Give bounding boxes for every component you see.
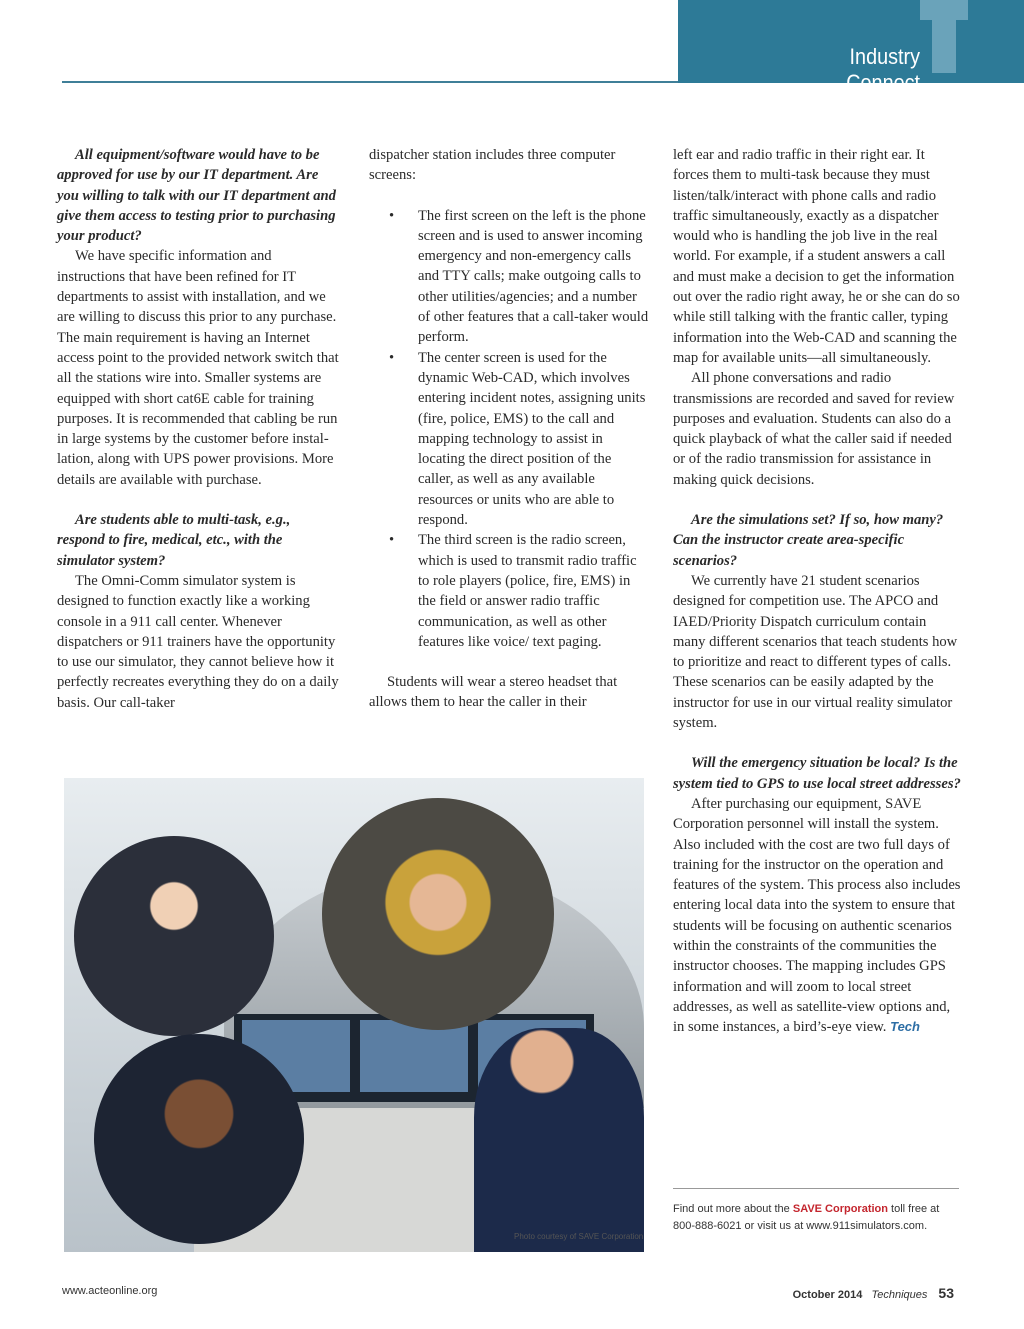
screens-intro: dispatcher station includes three computer screens:: [369, 147, 616, 184]
recordings-paragraph: All phone conversations and radio transmissions are recorded and saved for review purposes and evaluation. Students can also do a quick playback of what the caller said if needed or of the radio transmission for assistance in making quick decisions.: [673, 370, 955, 488]
contact-info-box: [673, 1188, 959, 1234]
answer-scenarios: We currently have 21 student scenarios designed for competition use. The APCO and IAED/Priority Dispatch curriculum contain many different scenarios that teach students how to prioritize and react to different types of calls. These scenarios can be easily adapted by the instructor for use in our virtual reality simulator system.: [673, 572, 958, 732]
question-scenarios: Are the simulations set? If so, how many? Can the instructor create area-specific scenarios?: [673, 512, 944, 569]
headset-paragraph: Students will wear a stereo headset that allows them to hear the caller in their: [369, 674, 618, 711]
footer-issue: [793, 1285, 954, 1301]
photo-credit: Photo courtesy of SAVE Corporation: [514, 1232, 644, 1241]
column-1: [57, 145, 341, 713]
firefighter-portrait: [322, 798, 554, 1030]
answer-gps: [673, 794, 961, 1038]
column-2: [369, 145, 649, 713]
multitask-continued: left ear and radio traffic in their right ear. It forces them to multi-task because they must listen/talk/interact with phone calls and radio traffic simultaneously, exactly as a dispatcher would who is handling the job live in the real world. For example, if a student answers a call and must make a decision to get the information out over the radio right away, he or she can do so while still talking with the frantic caller, typing information into the Web-CAD and scanning the map for available units—all simultaneously.: [673, 147, 960, 366]
question-gps: Will the emergency situation be local? Is the system tied to GPS to use local street addresses?: [673, 755, 961, 792]
question-it-approval: All equipment/software would have to be approved for use by our IT department. Are you willing to talk with our IT department and give them access to testing prior to purchasing your product?: [57, 147, 336, 245]
info-post: toll free at 800-888-6021 or visit us at www.911simulators.com.: [673, 1203, 940, 1232]
info-pre: Find out more about the: [673, 1203, 793, 1215]
header-rule: [62, 81, 678, 83]
list-item: • The center screen is used for the dynamic Web-CAD, which involves entering incident notes, assigning units (fire, police, EMS) to the call and mapping technology to assist in locating the direct position of the caller, as well as any available resources or units who are able to respond.: [369, 348, 649, 531]
header-tab-decoration: [920, 0, 968, 20]
tech-end-logo: Tech: [890, 1019, 920, 1035]
dispatch-simulator-photo: [64, 778, 644, 1252]
header-tab-stem-decoration: [932, 18, 956, 73]
column-3: [673, 145, 961, 1037]
list-item: • The first screen on the left is the phone screen and is used to answer incoming emergency and non-emergency calls and TTY calls; make outgoing calls to other utilities/agencies; and a number of other features that a call-taker would perform.: [369, 206, 649, 348]
company-name: SAVE Corporation: [792, 1203, 888, 1215]
answer-gps-text: After purchasing our equipment, SAVE Corporation personnel will install the system. Also included with the cost are two full days of training for the instructor on the operation and features of the system. This process also includes entering local data into the system to ensure that students will be focusing on authentic scenarios within the constraints of the communities the instructor chooses. The mapping includes GPS information and will zoom to local street addresses, as well as satellite-view options and, in some instances, a bird’s-eye view.: [673, 795, 961, 1036]
magazine-name: Techniques: [871, 1289, 928, 1301]
question-multitask: Are students able to multi-task, e.g., respond to fire, medical, etc., with the simulator system?: [57, 512, 291, 569]
police-officer-portrait: [94, 1034, 304, 1244]
page-number: 53: [938, 1285, 954, 1301]
screens-list: [369, 206, 649, 653]
issue-date: October 2014: [792, 1289, 863, 1301]
list-item: • The third screen is the radio screen, which is used to transmit radio traffic to role players (police, fire, EMS) in the field or answer radio traffic communication, as well as other features like voice/ text paging.: [369, 530, 649, 652]
answer-multitask: The Omni-Comm simulator system is designed to function exactly like a working console in a 911 call center. Whenever dispatchers or 911 trainers have the opportunity to use our simulator, they cannot believe how it perfectly recreates everything they do on a daily basis. Our call-taker: [57, 572, 339, 711]
section-title: Industry Connect: [846, 44, 920, 95]
footer-url: www.acteonline.org: [62, 1285, 158, 1297]
dispatcher-with-headset: [474, 1028, 644, 1252]
paramedics-portrait: [74, 836, 274, 1036]
answer-it-approval: We have specific information and instructions that have been refined for IT departments to assist with installation, and we are willing to discuss this prior to any purchase. The main requirement is having an Internet access point to the provided network switch that all the stations wire into. Smaller systems are equipped with short cat6E cable for training purposes. It is recommended that cabling be run in large systems by the customer before installation, along with UPS power provisions. More details are available with purchase.: [57, 248, 339, 488]
